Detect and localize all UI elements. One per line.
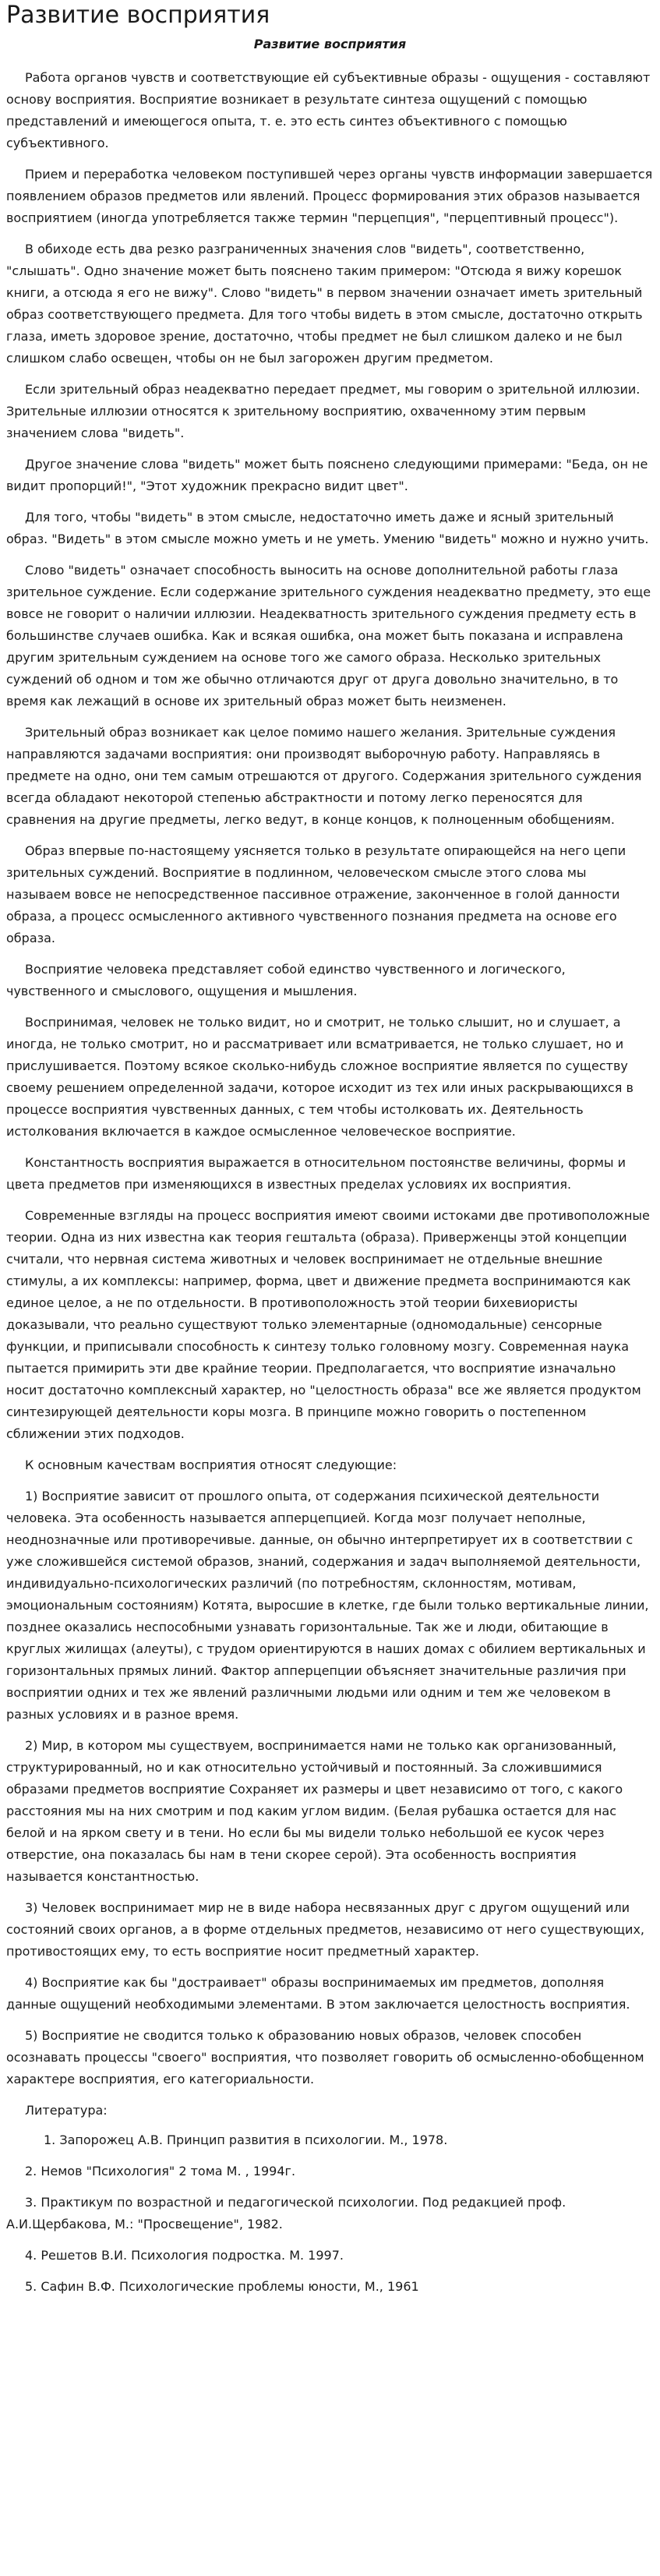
paragraph: Если зрительный образ неадекватно передает предмет, мы говорим о зрительной иллюзии. Зрительные иллюзии относятся к зрительному восприятию, охваченному этим первым значением слова "видеть". [6, 382, 641, 440]
paragraph: В обиходе есть два резко разграниченных значения слов "видеть", соответственно, "слышать". Одно значение может быть пояснено таким примером: "Отсюда я вижу корешок книги, а отсюда я его не вижу". Слово "видеть" в первом значении означает иметь зрительный образ соответствующего предмета. Для того чтобы видеть в этом смысле, достаточно открыть глаза, иметь здоровое зрение, достаточно, чтобы предмет не был слишком далеко и не был слишком слабо освещен, чтобы он не был загорожен другим предметом. [6, 242, 643, 366]
page-title: Развитие восприятия [6, 2, 270, 29]
list-item: 1) Восприятие зависит от прошлого опыта, от содержания психической деятельности человека. Эта особенность называется апперцепцией. Когда мозг получает неполные, неоднозначные или противоречивые. данные, он обычно интерпретирует их в соответствии с уже сложившейся системой образов, знаний, содержания и задач выполняемой деятельности, индивидуально-психологических различий (по потребностям, склонностям, мотивам, эмоциональным состояниям) Котята, выросшие в клетке, где были только вертикальные линии, позднее оказались неспособными узнавать горизонтальные. Так же и люди, обитающие в круглых жилищах (алеуты), с трудом ориентируются в наших домах с обилием вертикальных и горизонтальных прямых линий. Фактор апперцепции объясняет значительные различия при восприятии одних и тех же явлений различными людьми или одним и тем же человеком в разных условиях и в разное время. [6, 1489, 649, 1722]
literature-item: 4. Решетов В.И. Психология подростка. М. 1997. [25, 2248, 344, 2263]
paragraph: Слово "видеть" означает способность выносить на основе дополнительной работы глаза зрительное суждение. Если содержание зрительного суждения неадекватно предмету, это еще вовсе не говорит о наличии иллюзии. Неадекватность зрительного суждения предмету есть в большинстве случаев ошибка. Как и всякая ошибка, она может быть показана и исправлена другим зрительным суждением на основе того же самого образа. Несколько зрительных суждений об одном и том же обычно отличаются друг от друга довольно значительно, в то время как лежащий в основе их зрительный образ может быть неизменен. [6, 563, 651, 708]
list-item: 3) Человек воспринимает мир не в виде набора несвязанных друг с другом ощущений или состояний своих органов, а в форме отдельных предметов, независимо от него существующих, противостоящих ему, то есть восприятие носит предметный характер. [6, 1900, 644, 1959]
paragraph: К основным качествам восприятия относят следующие: [25, 1458, 397, 1472]
paragraph: Для того, чтобы "видеть" в этом смысле, недостаточно иметь даже и ясный зрительный образ. "Видеть" в этом смысле можно уметь и не уметь. Умению "видеть" можно и нужно учить. [6, 510, 649, 546]
paragraph: Работа органов чувств и соответствующие ей субъективные образы - ощущения - составляют основу восприятия. Восприятие возникает в результате синтеза ощущений с помощью представлений и имеющегося опыта, т. е. это есть синтез объективного с помощью субъективного. [6, 70, 651, 150]
paragraph: Современные взгляды на процесс восприятия имеют своими истоками две противоположные теории. Одна из них известна как теория гештальта (образа). Приверженцы этой концепции считали, что нервная система животных и человек воспринимает не отдельные внешние стимулы, а их комплексы: например, форма, цвет и движение предмета воспринимаются как единое целое, а не по отдельности. В противоположность этой теории бихевиористы доказывали, что реально существуют только элементарные (одномодальные) сенсорные функции, и приписывали способность к синтезу только головному мозгу. Современная наука пытается примирить эти две крайние теории. Предполагается, что восприятие изначально носит достаточно комплексный характер, но "целостность образа" все же является продуктом синтезирующей деятельности коры мозга. В принципе можно говорить о постепенном сближении этих подходов. [6, 1208, 650, 1441]
document-title: Развитие восприятия [253, 37, 407, 51]
paragraph: Образ впервые по-настоящему уясняется только в результате опирающейся на него цепи зрительных суждений. Восприятие в подлинном, человеческом смысле этого слова мы называем вовсе не непосредственное пассивное отражение, законченное в голой данности образа, а процесс осмысленного активного чувственного познания предмета на основе его образа. [6, 843, 626, 945]
list-item: 5) Восприятие не сводится только к образованию новых образов, человек способен осознавать процессы "своего" восприятия, что позволяет говорить об осмысленно-обобщенном характере восприятия, его категориальности. [6, 2028, 644, 2087]
literature-item: 3. Практикум по возрастной и педагогической психологии. Под редакцией проф. А.И.Щербакова, М.: "Просвещение", 1982. [6, 2195, 566, 2231]
paragraph: Восприятие человека представляет собой единство чувственного и логического, чувственного и смыслового, ощущения и мышления. [6, 962, 566, 998]
literature-item: 5. Сафин В.Ф. Психологические проблемы юности, М., 1961 [25, 2279, 419, 2294]
paragraph: Другое значение слова "видеть" может быть пояснено следующими примерами: "Беда, он не видит пропорций!", "Этот художник прекрасно видит цвет". [6, 457, 648, 493]
paragraph: Воспринимая, человек не только видит, но и смотрит, не только слышит, но и слушает, а иногда, не только смотрит, но и рассматривает или всматривается, не только слушает, но и прислушивается. Поэтому всякое сколько-нибудь сложное восприятие является по существу своему решением определенной задачи, которое исходит из тех или иных раскрывающихся в процессе восприятия чувственных данных, с тем чтобы истолковать их. Деятельность истолкования включается в каждое осмысленное человеческое восприятие. [6, 1015, 634, 1139]
literature-heading: Литература: [25, 2103, 108, 2118]
literature-item: 1. Запорожец А.В. Принцип развития в психологии. М., 1978. [44, 2133, 448, 2147]
paragraph: Константность восприятия выражается в относительном постоянстве величины, формы и цвета предметов при изменяющихся в известных пределах условиях их восприятия. [6, 1155, 626, 1192]
paragraph: Прием и переработка человеком поступившей через органы чувств информации завершается появлением образов предметов или явлений. Процесс формирования этих образов называется восприятием (иногда употребляется также термин "перцепция", "перцептивный процесс"). [6, 167, 653, 225]
list-item: 4) Восприятие как бы "достраивает" образы воспринимаемых им предметов, дополняя данные ощущений необходимыми элементами. В этом заключается целостность восприятия. [6, 1975, 630, 2012]
literature-item: 2. Немов "Психология" 2 тома М. , 1994г. [25, 2164, 296, 2178]
list-item: 2) Мир, в котором мы существуем, воспринимается нами не только как организованный, структурированный, но и как относительно устойчивый и постоянный. За сложившимися образами предметов восприятие Сохраняет их размеры и цвет независимо от того, с какого расстояния мы на них смотрим и под каким углом видим. (Белая рубашка остается для нас белой и на ярком свету и в тени. Но если бы мы видели только небольшой ее кусок через отверстие, она показалась бы нам в тени скорее серой). Эта особенность восприятия называется константностью. [6, 1738, 623, 1884]
paragraph: Зрительный образ возникает как целое помимо нашего желания. Зрительные суждения направляются задачами восприятия: они производят выборочную работу. Направляясь в предмете на одно, они тем самым отрешаются от другого. Содержания зрительного суждения всегда обладают некоторой степенью абстрактности и потому легко переносятся для сравнения на другие предметы, легко ведут, в конце концов, к полноценным обобщениям. [6, 725, 642, 827]
